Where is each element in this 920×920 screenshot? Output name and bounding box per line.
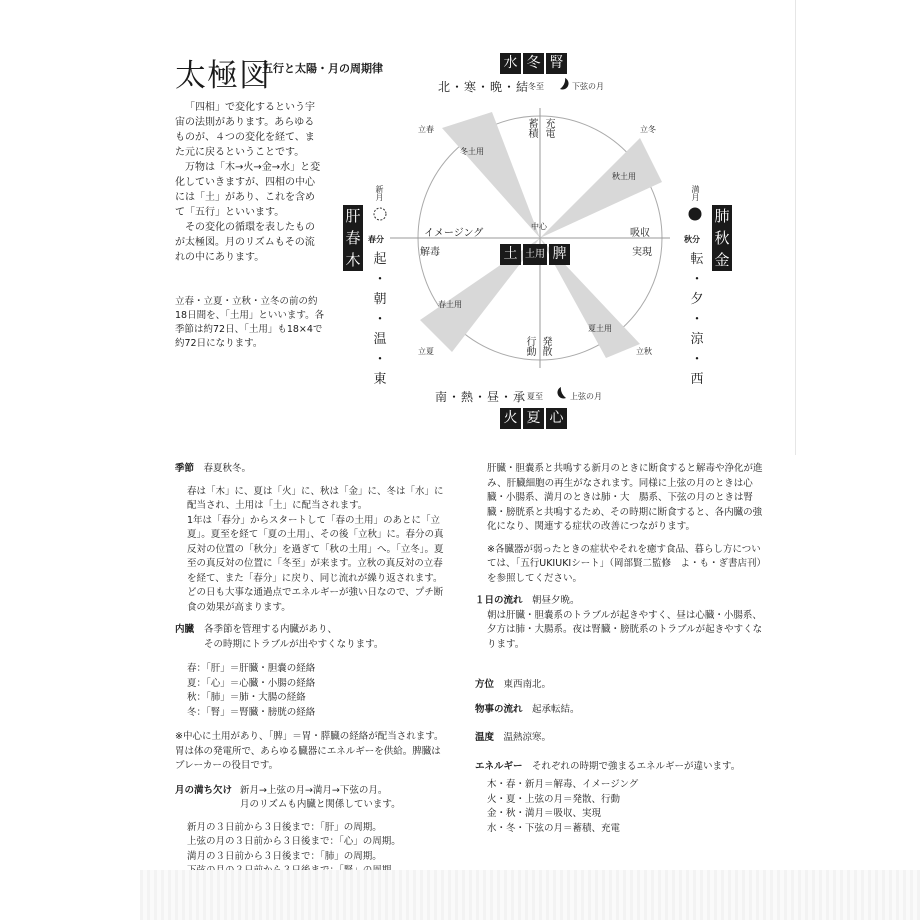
east-labels: 起 ・ 朝 ・ 温 ・ 東	[373, 250, 387, 390]
east-label: 温	[373, 332, 387, 347]
energy-action: 行動	[524, 336, 535, 356]
energy-item: 火・夏・上弦の月＝発散、行動	[487, 793, 621, 805]
organ-desc: 各季節を管理する内臓があり、	[204, 624, 338, 635]
full-moon-label: 満月	[691, 185, 700, 201]
risshu-label: 立秋	[636, 347, 652, 356]
intro-paragraph: その変化の循環を表したものが太極図。月のリズムもその流れの中にあります。	[175, 222, 315, 263]
new-moon-label: 新月	[375, 185, 384, 201]
moon-item: 新月の３日前から３日後まで：「肝」の周期。	[187, 821, 382, 833]
energy-detox: 解毒	[420, 247, 440, 258]
season-paragraph: 1年は「春分」からスタートして「春の土用」のあとに「立夏」。夏至を経て「夏の土用」、その後「立秋」に。春分の真反対の位置の「秋分」を過ぎて「秋の土用」へ。「立冬」。夏至の真反対の位置に「冬至」が来ます。立秋の真反対の立春を経て、また「春分」に戻り、同じ流れが繰り返されます。	[187, 514, 444, 584]
temperature-heading: 温度	[475, 732, 495, 743]
energy-imaging: イメージング	[424, 228, 484, 239]
reference-note: ※各臓器が弱ったときの症状やそれを癒す食品、暮らし方については、「五行UKIUKIシート」（岡部賢二監修 よ・も・ぎ書店刊）を参照してください。	[487, 543, 766, 584]
flow-value: 起承転結。	[532, 703, 580, 715]
ritto-label: 立冬	[640, 125, 656, 134]
west-label: 夕	[690, 292, 704, 307]
energy-charge: 充電	[543, 118, 554, 138]
waning-moon-label: 下弦の月	[572, 82, 604, 91]
center-note: ※中心に土用があり、「脾」＝胃・膵臓の経絡が配当されます。胃は体の発電所で、あらゆる臓器にエネルギーを供給。脾臓はブレーカーの役目です。	[175, 731, 444, 771]
spring-equinox-label: 春分	[368, 235, 384, 244]
waxing-moon-label: 上弦の月	[570, 392, 602, 401]
right-column	[475, 462, 767, 836]
day-value: 朝昼夕晩。	[532, 595, 580, 606]
intro-paragraph: 万物は「木→火→金→水」と変化していきますが、四相の中心には「土」があり、これを含めて「五行」といいます。	[175, 162, 321, 218]
temperature-value: 温熱涼寒。	[503, 732, 552, 743]
fasting-paragraph: 肝臓・胆嚢系と共鳴する新月のときに断食すると解毒や浄化が進み、肝臓細胞の再生がなされます。同様に上弦の月のときは心臓・小腸系、満月のときは肺・大 腸系、下弦の月のときは腎臓・膀胱系と共鳴するため、その時期に断食すると、各内臓の強化になり、関連する症状の改善につながります。	[487, 463, 763, 532]
west-box: 肺	[714, 207, 730, 225]
autumn-doyo-label: 秋土用	[612, 172, 636, 181]
center-box: 土用	[523, 244, 547, 265]
waxing-moon-icon	[555, 386, 569, 400]
east-box: 肝	[345, 207, 361, 225]
east-box: 木	[345, 251, 361, 269]
summer-solstice-label: 夏至	[527, 392, 543, 401]
energy-list	[475, 778, 767, 836]
west-labels: 転 ・ 夕 ・ 涼 ・ 西	[690, 250, 704, 390]
flow-heading: 物事の流れ	[475, 703, 523, 715]
energy-absorb: 吸収	[630, 228, 650, 239]
season-paragraph: どの日も大事な通過点でエネルギーが強い日なので、プチ断食の効果が高まります。	[187, 587, 444, 613]
intro-text	[175, 100, 323, 265]
energy-heading: エネルギー	[475, 760, 523, 772]
energy-item: 木・春・新月＝解毒、イメージング	[487, 779, 639, 790]
organ-item: 夏：「心」＝心臓・小腸の経絡	[187, 677, 316, 689]
energy-store: 蓄積	[526, 118, 537, 138]
organ-heading: 内臓	[175, 624, 195, 635]
organ-list	[175, 662, 450, 720]
autumn-equinox-label: 秋分	[684, 235, 700, 244]
west-element-boxes	[712, 205, 732, 271]
energy-item: 水・冬・下弦の月＝蓄積、充電	[487, 822, 621, 834]
winter-doyo-label: 冬土用	[460, 147, 484, 156]
moon-desc: 新月→上弦の月→満月→下弦の月。	[240, 784, 388, 796]
energy-value: それぞれの時期で強まるエネルギーが違います。	[532, 760, 741, 772]
organ-item: 冬：「腎」＝腎臓・膀胱の経絡	[187, 706, 316, 718]
energy-item: 金・秋・満月＝吸収、実現	[487, 808, 602, 819]
organ-item: 秋：「肺」＝肺・大腸の経絡	[187, 692, 306, 703]
moon-desc: 月のリズムも内臓と関係しています。	[240, 799, 401, 810]
north-box: 冬	[523, 53, 544, 74]
organ-item: 春：「肝」＝肝臓・胆嚢の経絡	[187, 663, 316, 674]
season-value: 春夏秋冬。	[203, 463, 252, 474]
season-paragraph: 春は「木」に、夏は「火」に、秋は「金」に、冬は「水」に配当され、土用は「土」に配当されます。	[187, 485, 444, 511]
east-box: 春	[345, 229, 361, 247]
south-box: 心	[546, 408, 567, 429]
center-box: 土	[500, 244, 521, 265]
moon-item: 満月の３日前から３日後まで：「肺」の周期。	[187, 850, 382, 862]
north-labels: 北・寒・晩・結	[438, 80, 530, 94]
season-heading: 季節	[175, 463, 195, 474]
east-element-boxes	[343, 205, 363, 271]
risshun-label: 立春	[418, 125, 434, 134]
center-box: 脾	[549, 244, 570, 265]
energy-release: 発散	[540, 336, 551, 356]
direction-value: 東西南北。	[503, 679, 552, 690]
winter-solstice-label: 冬至	[528, 82, 544, 91]
center-label: 中心	[531, 222, 547, 231]
waning-moon-icon	[557, 77, 571, 91]
north-box: 水	[500, 53, 521, 74]
south-labels: 南・熱・昼・承	[435, 390, 527, 404]
south-box: 夏	[523, 408, 544, 429]
moon-section	[175, 784, 450, 813]
center-element-boxes	[500, 244, 570, 265]
west-label: 西	[690, 372, 704, 387]
west-label: 転	[690, 252, 704, 267]
moon-item: 上弦の月の３日前から３日後まで：「心」の周期。	[187, 836, 401, 847]
new-moon-icon	[373, 207, 387, 221]
day-paragraph: 朝は肝臓・胆嚢系のトラブルが起きやすく、昼は心臓・小腸系、夕方は肺・大腸系。夜は腎臓・膀胱系のトラブルが起きやすくなります。	[487, 609, 763, 650]
organ-desc: その時期にトラブルが出やすくなります。	[204, 638, 384, 650]
direction-heading: 方位	[475, 679, 495, 690]
south-element-boxes	[500, 407, 569, 429]
north-element-boxes	[500, 52, 569, 74]
full-moon-icon	[688, 207, 702, 221]
summer-doyo-label: 夏土用	[588, 324, 612, 333]
east-label: 朝	[373, 292, 387, 307]
spring-doyo-label: 春土用	[438, 300, 462, 309]
page-title: 太極図	[175, 58, 271, 94]
north-box: 腎	[546, 53, 567, 74]
wedge-autumn-doyo	[540, 138, 662, 238]
west-box: 秋	[714, 229, 730, 247]
left-column	[175, 462, 450, 879]
page-fold-edge	[795, 0, 796, 455]
scan-artifact	[140, 870, 920, 920]
east-label: 起	[373, 252, 387, 267]
page-subtitle: 五行と太陽・月の周期律	[262, 62, 383, 75]
day-heading: １日の流れ	[475, 595, 523, 606]
organ-section	[175, 623, 450, 652]
moon-heading: 月の満ち欠け	[175, 784, 233, 796]
south-box: 火	[500, 408, 521, 429]
west-box: 金	[714, 251, 730, 269]
rikka-label: 立夏	[418, 347, 434, 356]
east-label: 東	[373, 372, 387, 387]
doyo-note: 立春・立夏・立秋・立冬の前の約18日間を、「土用」といいます。各季節は約72日、「土用」も18×4で約72日になります。	[175, 296, 325, 349]
energy-realize: 実現	[632, 247, 652, 258]
west-label: 涼	[690, 332, 704, 347]
intro-paragraph: 「四相」で変化するという宇宙の法則があります。あらゆるものが、４つの変化を経て、また元に戻るということです。	[175, 102, 315, 158]
